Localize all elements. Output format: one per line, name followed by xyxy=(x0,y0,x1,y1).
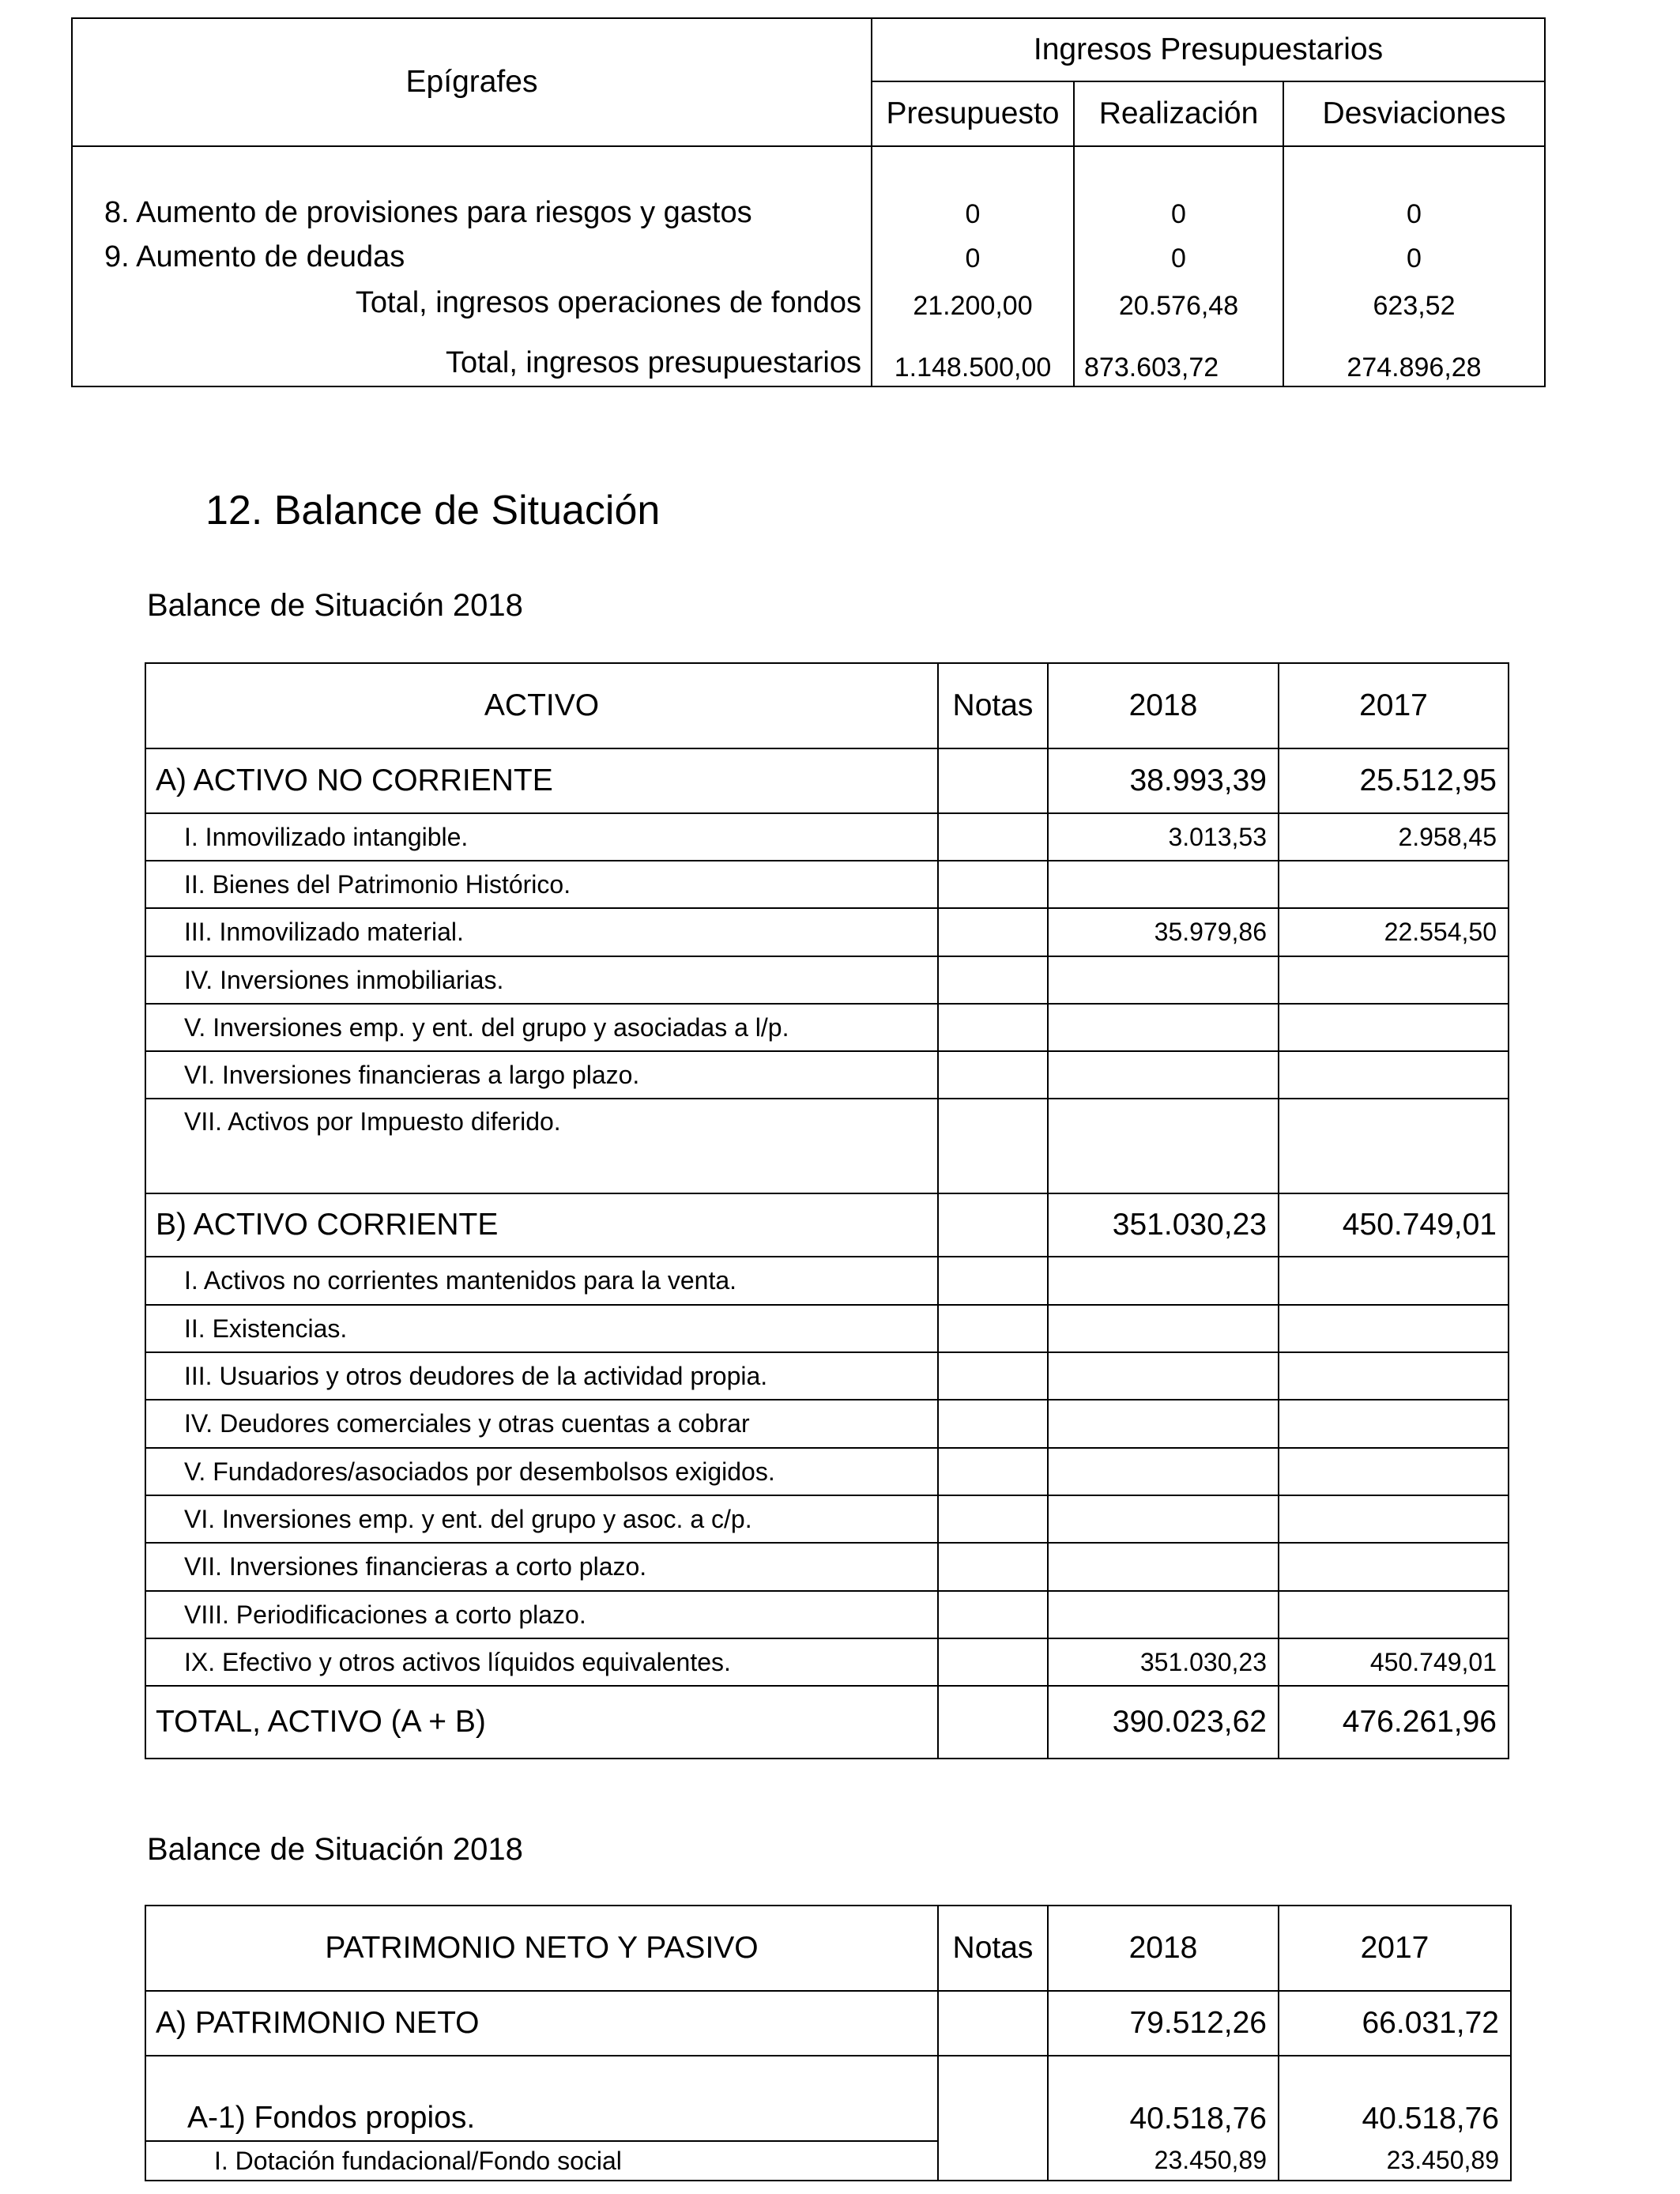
value-2018: 351.030,23 xyxy=(1048,1638,1279,1686)
value-2017 xyxy=(1279,1400,1509,1448)
row-label: III. Inmovilizado material. xyxy=(145,908,938,956)
value-cell: 274.896,28 xyxy=(1347,352,1482,383)
value-2017 xyxy=(1279,1543,1509,1591)
value-2018 xyxy=(1048,956,1279,1004)
row-label: 9. Aumento de deudas xyxy=(104,240,405,273)
value-2017: 476.261,96 xyxy=(1279,1686,1509,1759)
value-cell: 0 xyxy=(1407,199,1422,229)
pasivo-subtitle: Balance de Situación 2018 xyxy=(147,1832,523,1867)
value-2018 xyxy=(1048,1352,1279,1400)
row-label: II. Bienes del Patrimonio Histórico. xyxy=(145,861,938,908)
row-label: B) ACTIVO CORRIENTE xyxy=(145,1193,938,1257)
value-2018 xyxy=(1048,1099,1279,1193)
row-label: A-1) Fondos propios. xyxy=(145,2056,938,2141)
value-2017: 40.518,76 xyxy=(1279,2056,1511,2141)
value-cell: 21.200,00 xyxy=(913,291,1033,321)
row-label: I. Dotación fundacional/Fondo social xyxy=(145,2141,938,2181)
value-2017: 2.958,45 xyxy=(1279,813,1509,861)
value-2018: 351.030,23 xyxy=(1048,1193,1279,1257)
value-cell: 623,52 xyxy=(1373,291,1456,321)
row-label: IV. Inversiones inmobiliarias. xyxy=(145,956,938,1004)
header-realizacion: Realización xyxy=(1074,81,1283,146)
row-label: TOTAL, ACTIVO (A + B) xyxy=(145,1686,938,1759)
desviaciones-column xyxy=(1283,146,1545,386)
value-2017 xyxy=(1279,1257,1509,1305)
header-2018: 2018 xyxy=(1048,1906,1279,1991)
value-2017 xyxy=(1279,1495,1509,1543)
header-activo: ACTIVO xyxy=(145,663,938,748)
value-2018: 79.512,26 xyxy=(1048,1991,1279,2056)
value-cell: 0 xyxy=(1171,243,1186,273)
header-ingresos-presupuestarios: Ingresos Presupuestarios xyxy=(872,18,1545,81)
value-2018 xyxy=(1048,1543,1279,1591)
activo-balance-table xyxy=(145,662,1509,1759)
value-cell: 1.148.500,00 xyxy=(894,352,1052,383)
value-2017 xyxy=(1279,1004,1509,1051)
row-label: IX. Efectivo y otros activos líquidos equivalentes. xyxy=(145,1638,938,1686)
value-cell: 0 xyxy=(965,199,981,229)
activo-subtitle: Balance de Situación 2018 xyxy=(147,588,523,623)
header-2018: 2018 xyxy=(1048,663,1279,748)
value-2017 xyxy=(1279,861,1509,908)
header-notas: Notas xyxy=(938,663,1048,748)
value-cell: 873.603,72 xyxy=(1084,352,1219,383)
value-2017 xyxy=(1279,1591,1509,1638)
value-2018 xyxy=(1048,1448,1279,1495)
value-2018 xyxy=(1048,1400,1279,1448)
value-2018 xyxy=(1048,861,1279,908)
row-label: III. Usuarios y otros deudores de la actividad propia. xyxy=(145,1352,938,1400)
value-cell: 0 xyxy=(1171,199,1186,229)
header-notas: Notas xyxy=(938,1906,1048,1991)
header-presupuesto: Presupuesto xyxy=(872,81,1074,146)
value-2017: 450.749,01 xyxy=(1279,1638,1509,1686)
value-2017 xyxy=(1279,956,1509,1004)
header-desviaciones: Desviaciones xyxy=(1283,81,1545,146)
row-label: V. Inversiones emp. y ent. del grupo y asociadas a l/p. xyxy=(145,1004,938,1051)
row-label: II. Existencias. xyxy=(145,1305,938,1352)
value-2017: 66.031,72 xyxy=(1279,1991,1511,2056)
value-2017: 450.749,01 xyxy=(1279,1193,1509,1257)
row-label: VI. Inversiones financieras a largo plazo. xyxy=(145,1051,938,1099)
realizacion-column xyxy=(1074,146,1283,386)
value-2018: 3.013,53 xyxy=(1048,813,1279,861)
header-patrimonio-neto-y-pasivo: PATRIMONIO NETO Y PASIVO xyxy=(145,1906,938,1991)
value-2018 xyxy=(1048,1495,1279,1543)
row-label: VIII. Periodificaciones a corto plazo. xyxy=(145,1591,938,1638)
header-2017: 2017 xyxy=(1279,1906,1511,1991)
pasivo-balance-table xyxy=(145,1905,1512,2181)
row-label: 8. Aumento de provisiones para riesgos y gastos xyxy=(104,196,752,229)
row-label: VII. Activos por Impuesto diferido. xyxy=(145,1099,938,1193)
row-label: VII. Inversiones financieras a corto plazo. xyxy=(145,1543,938,1591)
value-2017: 25.512,95 xyxy=(1279,748,1509,813)
row-label: VI. Inversiones emp. y ent. del grupo y asoc. a c/p. xyxy=(145,1495,938,1543)
value-2018: 38.993,39 xyxy=(1048,748,1279,813)
value-2018 xyxy=(1048,1305,1279,1352)
value-2017 xyxy=(1279,1352,1509,1400)
value-2017: 23.450,89 xyxy=(1279,2141,1511,2181)
value-2018: 40.518,76 xyxy=(1048,2056,1279,2141)
header-2017: 2017 xyxy=(1279,663,1509,748)
value-2017 xyxy=(1279,1305,1509,1352)
ingresos-presupuestarios-table xyxy=(71,17,1546,387)
presupuesto-column xyxy=(872,146,1074,386)
row-label: A) ACTIVO NO CORRIENTE xyxy=(145,748,938,813)
value-2018 xyxy=(1048,1591,1279,1638)
row-label: Total, ingresos presupuestarios xyxy=(446,346,861,379)
value-2017 xyxy=(1279,1448,1509,1495)
row-label: A) PATRIMONIO NETO xyxy=(145,1991,938,2056)
row-label: I. Inmovilizado intangible. xyxy=(145,813,938,861)
row-label: Total, ingresos operaciones de fondos xyxy=(355,286,861,319)
header-epigrafes: Epígrafes xyxy=(72,18,872,146)
row-label: V. Fundadores/asociados por desembolsos exigidos. xyxy=(145,1448,938,1495)
value-cell: 0 xyxy=(1407,243,1422,273)
value-2018 xyxy=(1048,1051,1279,1099)
value-cell: 0 xyxy=(965,243,981,273)
ingresos-labels-cell xyxy=(72,146,872,386)
row-label: I. Activos no corrientes mantenidos para la venta. xyxy=(145,1257,938,1305)
value-2018 xyxy=(1048,1004,1279,1051)
value-2017: 22.554,50 xyxy=(1279,908,1509,956)
value-2018: 35.979,86 xyxy=(1048,908,1279,956)
value-cell: 20.576,48 xyxy=(1118,291,1239,321)
value-2018: 23.450,89 xyxy=(1048,2141,1279,2181)
value-2017 xyxy=(1279,1051,1509,1099)
value-2018: 390.023,62 xyxy=(1048,1686,1279,1759)
row-label: IV. Deudores comerciales y otras cuentas a cobrar xyxy=(145,1400,938,1448)
section-title: 12. Balance de Situación xyxy=(205,488,661,533)
value-2017 xyxy=(1279,1099,1509,1193)
value-2018 xyxy=(1048,1257,1279,1305)
